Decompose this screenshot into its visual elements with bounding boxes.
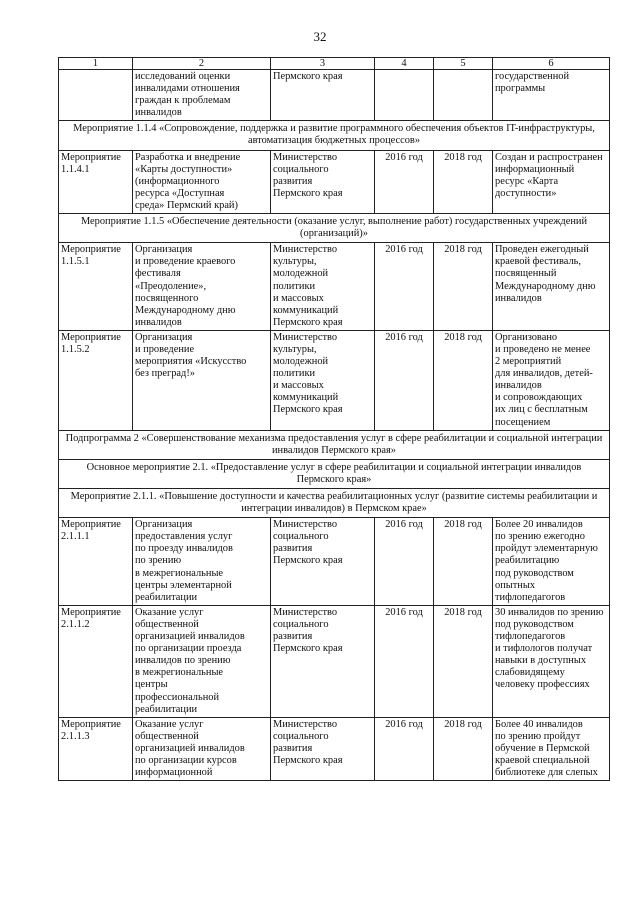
end-date-cell [434, 243, 493, 331]
event-name-cell [133, 243, 271, 331]
program-table-body [59, 58, 610, 781]
table-row [59, 717, 610, 780]
section-heading: Основное мероприятие 2.1. «Предоставление услуг в сфере реабилитации и социальной интеграции инвалидов Пермского края» [59, 459, 610, 488]
event-name-cell [133, 70, 271, 121]
event-name-cell [133, 717, 271, 780]
table-row [59, 243, 610, 331]
event-code-text: Мероприятие 2.1.1.2 [61, 606, 121, 630]
event-code-cell [59, 518, 133, 606]
end-date-cell [434, 518, 493, 606]
section-heading-row [59, 214, 610, 243]
event-name-text: Организация и проведение мероприятия «Искусство без преград!» [135, 331, 247, 380]
start-date-text: 2016 год [385, 331, 423, 343]
executor-text: Министерство культуры, молодежной политики и массовых коммуникаций Пермского края [273, 244, 343, 328]
event-name-text: Оказание услуг общественной организацией инвалидов по организации проезда инвалидов по зрению в межрегиональные центры профессиональной реабилитации [135, 606, 245, 715]
table-row [59, 605, 610, 717]
section-heading-row [59, 121, 610, 150]
executor-cell [271, 717, 375, 780]
event-code-text: Мероприятие 1.1.5.1 [61, 244, 121, 268]
event-code-text: Мероприятие 2.1.1.3 [61, 718, 121, 742]
executor-cell [271, 150, 375, 213]
executor-cell [271, 243, 375, 331]
expected-result-cell [493, 70, 610, 121]
event-name-cell [133, 518, 271, 606]
end-date-text: 2018 год [444, 606, 482, 618]
event-name-cell [133, 605, 271, 717]
expected-result-text: государственной программы [495, 71, 570, 95]
table-row [59, 518, 610, 606]
executor-cell [271, 330, 375, 430]
section-heading: Мероприятие 1.1.4 «Сопровождение, поддержка и развитие программного обеспечения объектов IT-инфраструктуры, автоматизация бюджетных процессов» [59, 121, 610, 150]
expected-result-text: Создан и распространен информационный ресурс «Карта доступности» [495, 151, 603, 199]
end-date-text: 2018 год [444, 244, 482, 256]
event-code-cell [59, 605, 133, 717]
event-name-text: Организация предоставления услуг по проезду инвалидов по зрению в межрегиональные центры элементарной реабилитации [135, 519, 233, 603]
start-date-cell [375, 518, 434, 606]
expected-result-text: Более 40 инвалидов по зрению пройдут обучение в Пермской краевой специальной библиотеке для слепых [495, 718, 598, 779]
table-row [59, 150, 610, 213]
expected-result-text: 30 инвалидов по зрению под руководством тифлопедагогов и тифлологов получат навыки в доступных слабовидящему человеку профессиях [495, 606, 604, 691]
executor-text: Пермского края [273, 71, 343, 82]
start-date-text: 2016 год [385, 718, 423, 730]
start-date-cell [375, 330, 434, 430]
end-date-cell [434, 717, 493, 780]
event-code-cell [59, 330, 133, 430]
expected-result-text: Более 20 инвалидов по зрению ежегодно пройдут элементарную реабилитацию под руководством опытных тифлопедагогов [495, 519, 598, 603]
start-date-text: 2016 год [385, 151, 423, 163]
event-code-text: Мероприятие 1.1.5.2 [61, 331, 121, 355]
executor-text: Министерство социального развития Пермского края [273, 519, 343, 567]
header-col-2: 2 [133, 58, 271, 70]
event-code-cell [59, 150, 133, 213]
section-heading: Мероприятие 2.1.1. «Повышение доступности и качества реабилитационных услуг (развитие системы реабилитации и интеграции инвалидов) в Пермском крае» [59, 489, 610, 518]
end-date-cell [434, 150, 493, 213]
expected-result-cell [493, 605, 610, 717]
event-name-cell [133, 150, 271, 213]
expected-result-text: Организовано и проведено не менее 2 мероприятий для инвалидов, детей- инвалидов и сопровождающих их лиц с бесплатным посещением [495, 331, 593, 428]
end-date-text: 2018 год [444, 519, 482, 531]
expected-result-text: Проведен ежегодный краевой фестиваль, посвященный Международному дню инвалидов [495, 244, 596, 304]
header-col-1: 1 [59, 58, 133, 70]
executor-cell [271, 605, 375, 717]
section-heading-row [59, 459, 610, 488]
start-date-cell [375, 717, 434, 780]
event-name-text: Разработка и внедрение «Карты доступности» (информационного ресурса «Доступная среда» Пермский край) [135, 151, 241, 211]
event-code-cell [59, 70, 133, 121]
event-code-cell [59, 243, 133, 331]
section-heading-row [59, 489, 610, 518]
end-date-cell [434, 330, 493, 430]
header-col-5: 5 [434, 58, 493, 70]
program-table [58, 57, 610, 781]
expected-result-cell [493, 717, 610, 780]
end-date-text: 2018 год [444, 331, 482, 343]
end-date-cell [434, 70, 493, 121]
event-name-text: Оказание услуг общественной организацией инвалидов по организации курсов информационной [135, 718, 245, 779]
executor-text: Министерство социального развития Пермского края [273, 606, 343, 655]
page-number: 32 [313, 29, 327, 44]
expected-result-cell [493, 330, 610, 430]
executor-cell [271, 518, 375, 606]
start-date-text: 2016 год [385, 519, 423, 531]
start-date-text: 2016 год [385, 606, 423, 618]
end-date-cell [434, 605, 493, 717]
header-col-3: 3 [271, 58, 375, 70]
header-col-4: 4 [375, 58, 434, 70]
table-row [59, 70, 610, 121]
event-code-text: Мероприятие 1.1.4.1 [61, 151, 121, 175]
end-date-text: 2018 год [444, 718, 482, 730]
start-date-cell [375, 243, 434, 331]
event-name-text: исследований оценки инвалидами отношения граждан к проблемам инвалидов [135, 71, 240, 119]
executor-cell [271, 70, 375, 121]
section-heading: Мероприятие 1.1.5 «Обеспечение деятельности (оказание услуг, выполнение работ) государственных учреждений (организаций)» [59, 214, 610, 243]
start-date-cell [375, 605, 434, 717]
header-row [59, 58, 610, 70]
end-date-text: 2018 год [444, 151, 482, 163]
event-name-cell [133, 330, 271, 430]
event-name-text: Организация и проведение краевого фестиваля «Преодоление», посвященного Международному дню инвалидов [135, 244, 236, 328]
expected-result-cell [493, 150, 610, 213]
event-code-text: Мероприятие 2.1.1.1 [61, 519, 121, 543]
table-row [59, 330, 610, 430]
header-col-6: 6 [493, 58, 610, 70]
section-heading: Подпрограмма 2 «Совершенствование механизма предоставления услуг в сфере реабилитации и социальной интеграции инвалидов Пермского края» [59, 430, 610, 459]
expected-result-cell [493, 518, 610, 606]
executor-text: Министерство социального развития Пермского края [273, 718, 343, 766]
start-date-text: 2016 год [385, 244, 423, 256]
executor-text: Министерство социального развития Пермского края [273, 151, 343, 199]
start-date-cell [375, 70, 434, 121]
executor-text: Министерство культуры, молодежной политики и массовых коммуникаций Пермского края [273, 331, 343, 416]
event-code-cell [59, 717, 133, 780]
expected-result-cell [493, 243, 610, 331]
section-heading-row [59, 430, 610, 459]
start-date-cell [375, 150, 434, 213]
